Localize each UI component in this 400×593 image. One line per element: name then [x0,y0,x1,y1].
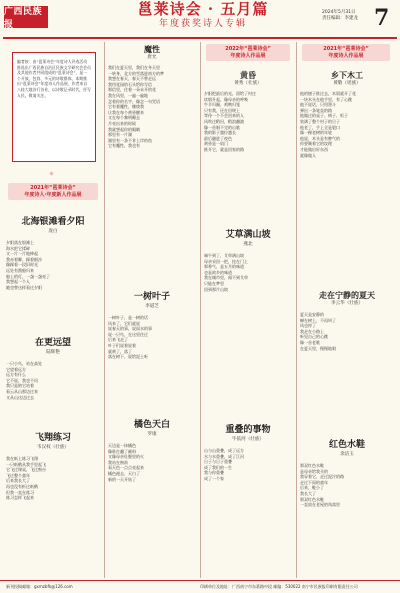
editor-note: 编者按：由“邕莱诗会”年度诗人评选活动推选出广西民族自治区民族文学研究会会员及其他作者共同组成的“邕莱诗会”，是一个开放、包容、多元的诗歌群体。本期推出“邕莱诗会”年度诗人作品展，作者来自八桂大地各行各业，以诗歌记录时代，抒写人民。敬请关注。 [17,59,91,98]
section-badge: 2021年“邕莱诗会” 年度诗人·年度新人作品展 [8,183,98,200]
poem-body: 一只小鸟，站在高处 它望着远方 远方有什么 它不说，我也不问 我只是陪它站着 看云从山那边过来 又从山这边过去 [6,361,42,400]
poem-title: 走在宁静的夏天 [319,290,375,300]
poem-zouzai [300,290,394,351]
footer-contact: 新刊投稿邮箱：gxmzbfk@126.com [6,584,73,589]
poem-body: 端午到了，艾草满山坡 母亲采回一把，挂在门上 那香气，是五月的味道 也是故乡的味道 我在城市里，闻不到艾草 只能在梦里 回到那片山坡 [204,253,248,292]
poem-author: 燕北 [243,242,253,247]
poem-body: 一树叶子，是一树的话 风来了，它们就说 说春天的事，说雨水的事 说一只鸟，在这里住过 后来飞走了 叶子们说着说着 就黄了，落了 落在树下，说给泥土听 [108,315,152,360]
poem-yicunyezi [108,292,196,360]
poem-xiangxia [300,70,394,158]
poem-author: 陆辉艳 [46,350,60,355]
poem-title: 重叠的事物 [225,425,271,435]
poem-author: 黄敬（瑶族） [333,81,361,86]
page-title: 邕莱诗会 · 五月篇 [137,0,269,18]
poem-author: 罗康 [147,432,157,437]
poem-title: 一树叶子 [133,292,170,302]
poem-aicaomanshan [204,230,292,292]
poem-beihai [6,217,100,290]
poem-author: 李云华（壮族） [330,301,364,306]
poem-body: 山与山重叠，成了远方 水与水重叠，成了江河 日子与日子重叠 成了我们的一生 我与你重叠 成了一个家 [204,448,244,481]
poem-title: 在更远望 [34,338,71,348]
poem-body: 那双红色水鞋 是母亲给我买的 我穿着它，走过泥泞的路 走过下雨的童年 后来，鞋小了 我长大了 那双红色水鞋 一直放在老屋的角落里 [300,463,344,508]
poem-author: 余洁玉 [340,452,354,457]
poem-title: 北海银滩看夕阳 [21,217,85,227]
poem-zhongdie [204,425,292,482]
poem-body: 我在纸上练习飞翔 一只纸鹤从我手里起飞 它飞过课桌，飞过窗台 飞过整个童年 后来我长大了 再也没有折过纸鹤 但我一直在练习 练习怎样飞起来 [6,456,46,501]
poem-author: 牛依河（壮族） [231,437,265,442]
footer-printer: 印刷单位及地址：广西南宁市东葛路中段 邮编：530022 南宁市民族报印刷有限责任公司 [200,584,358,589]
page-number: 7 [374,5,390,31]
poem-title: 红色水鞋 [328,440,365,450]
section-badge: 2022年“邕莱诗会” 年度诗人作品展 [206,44,290,61]
poem-body: 他的刨子推过去，木屑就开了花 一块木头在他手里，有了心跳 他不说话，只用墨斗 弹出一条笔直的路 他做过的桌子、椅子、柜子 装满了整个村子的日子 他老了，手上全是裂口 像一棵老树的年轮 他说，木头是有脾气的 你要顺着它的纹理 才能做出好东西 就像做人 [300,91,356,158]
poem-body: 天边是一抹橘色 像谁打翻了颜料 又像母亲灶膛里的火 我站在窗前 看天色一点点亮起来 橘色褪去，天白了 新的一天开始了 [108,443,144,482]
poem-body: 夕阳落在银滩上 海水把它揉碎 又一片一片地捧起 我赤着脚，踩着细沙 像踩着一段旧时光 远处有渔船归来 船上的灯，一盏一盏亮了 我想起一个人 她也曾这样看过夕阳 [6,240,50,290]
poem-title: 飞翔练习 [34,433,71,443]
poem-body: 我们在夏天里，我们在冬天里 一转身，北方的雪落进南方的梦 我想在春天，春天不曾走远 我用花园的石头给你写信 那信里，住着一朵未开的花 我在风里，一遍一遍地 念着你的名字，像念一句咒语 它有着魔性，缠绕我 让我在每个黄昏醒来 又在每个黎明睡去 月亮出来的时候 我就想起你的眼睛 那里有一片湖 湖里有一条不肯上岸的鱼 它有魔性，我也有 [108,65,164,149]
poem-zaiyuanwang [6,338,100,400]
poem-author: 庞白 [48,229,58,234]
section-badge: 2021年“邕莱诗会” 年度诗人作品展 [302,44,390,61]
page-heading [118,1,288,35]
masthead [0,0,400,38]
poem-title: 艾草满山坡 [225,230,271,240]
poem-body: 夏天是安静的 蝉在树上，不再叫了 风也停了 我走在小路上 听见自己的心跳 像一首老歌 在夏天里，慢慢地唱 [300,312,336,351]
poem-title: 黄昏 [240,70,256,80]
poem-author: 李道芝 [145,304,159,309]
poem-author: 黄秀（壮族） [234,81,262,86]
editor-credit: 责任编辑：李建龙 [322,16,358,21]
poem-title: 橘色天白 [133,420,170,430]
column-divider [200,42,201,578]
newspaper-logo: 广西民族报 [4,6,48,28]
diamond-ornament-icon [49,171,53,175]
poem-author: 韦汉权（壮族） [36,445,70,450]
column-divider [104,42,105,578]
editor-note-box [12,52,96,162]
poem-qiaosetianbai [108,420,196,482]
issue-info [322,10,358,22]
issue-date: 2024年5月31日 [322,10,356,15]
poem-hongsexue [300,440,394,508]
header-divider [3,37,397,39]
poem-author: 唐允 [147,55,157,60]
page-footer [0,580,400,593]
poem-feijianlianxi [6,433,100,501]
column-divider [296,42,297,578]
poem-body: 夕阳把最后的光，留给了村庄 炊烟升起，像母亲的呼唤 牛羊归圈，鸡鸭归笼 只有我，还在田埂上 等待一个不会回来的人 风吹过稻田，稻浪翻滚 像一首唱不完的山歌 我的影子越拉越长 最后融进了夜色 黄昏是一扇门 推开它，就是回家的路 [204,91,256,152]
poem-moxing [108,44,196,149]
poem-title: 魔性 [144,44,160,54]
page-subtitle: 年度获奖诗人专辑 [158,19,247,29]
poem-huanghun [204,70,292,153]
poem-title: 乡下木工 [331,70,363,80]
